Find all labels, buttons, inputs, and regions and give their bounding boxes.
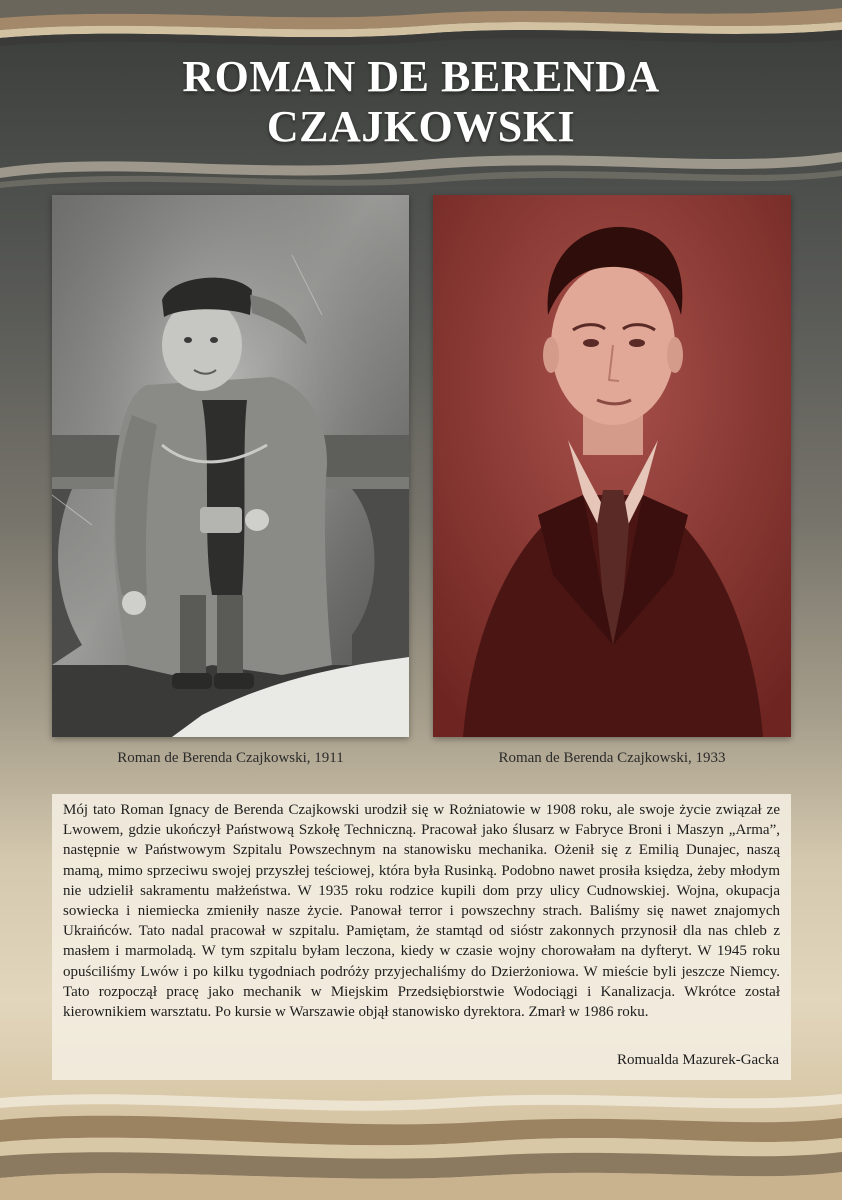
- author-signature: Romualda Mazurek-Gacka: [616, 1052, 779, 1068]
- photo-caption-1911: Roman de Berenda Czajkowski, 1911: [117, 750, 344, 766]
- title-line-2: CZAJKOWSKI: [266, 102, 576, 151]
- biography-text-box: [52, 794, 791, 1080]
- photo-man-portrait: [433, 195, 791, 737]
- photo-caption-1933: Roman de Berenda Czajkowski, 1933: [498, 750, 726, 766]
- photo-child-portrait: [52, 195, 409, 737]
- biography-text: Mój tato Roman Ignacy de Berenda Czajkowski urodził się w Rożniatowie w 1908 roku, ale swoje życie związał ze Lwowem, gdzie ukończył Państwową Szkołę Techniczną. Pracował jako ślusarz w Fabryce Broni i Maszyn „Arma”, następnie w Państwowym Szpitalu Powszechnym na stanowisku mechanika. Ożenił się z Emilią Dunajec, naszą mamą, mimo sprzeciwu swojej przyszłej teściowej, która była Rusinką. Podobno nawet prosiła księdza, żeby młodym nie udzielił sakramentu małżeństwa. W 1935 roku rodzice kupili dom przy ulicy Cudnowskiej. Wojna, okupacja sowiecka i niemiecka zmieniły nasze życie. Panował terror i powszechny strach. Baliśmy się nawet znajomych Ukraińców. Tato nadal pracował w szpitalu. Pamiętam, że stamtąd od sióstr zakonnych przynosił dla nas chleb z masłem i marmoladą. W tym szpitalu byłam leczona, kiedy w czasie wojny chorowałam na dyfteryt. W 1945 roku opuściliśmy Lwów i po kilku tygodniach podróży przyjechaliśmy do Dzierżoniowa. W mieście byli jeszcze Niemcy. Tato rozpoczął pracę jako mechanik w Miejskim Przedsiębiorstwie Wodociągi i Kanalizacja. Wkrótce został kierownikiem warsztatu. Po kursie w Warszawie objął stanowisko dyrektora. Zmarł w 1986 roku.: [63, 802, 780, 1021]
- page-title: [0, 52, 842, 152]
- title-line-1: ROMAN DE BERENDA: [182, 52, 660, 101]
